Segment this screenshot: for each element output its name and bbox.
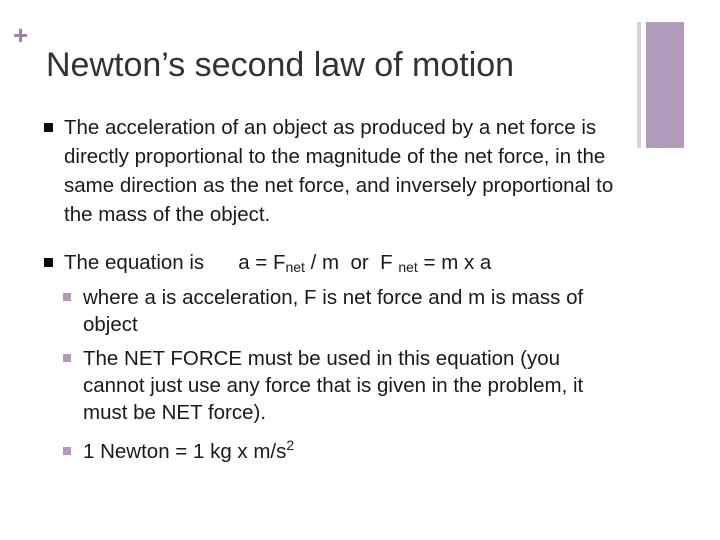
sub-bullet-net-force	[63, 345, 603, 426]
square-bullet-icon	[44, 123, 53, 132]
bullet-equation-line	[64, 248, 664, 282]
equation: $a = F_{net} / m$ or F $_{net}$ = m x a	[238, 251, 492, 275]
equation-intro: The equation is	[64, 251, 205, 274]
accent-bar-thick	[646, 22, 684, 148]
bullet-definition	[44, 113, 624, 229]
square-bullet-icon	[44, 258, 53, 267]
sub-bullet-text: The NET FORCE must be used in this equation (you cannot just use any force that is given in the problem, it must be NET force).	[83, 347, 584, 424]
plus-icon: +	[13, 20, 29, 50]
sub-bullet-definitions	[63, 284, 603, 338]
bullet-definition-text: The acceleration of an object as produced by a net force is directly proportional to the magnitude of the net force, in the same direction as the net force, and inversely proportional to the mass of the object.	[64, 116, 614, 226]
square-bullet-icon	[63, 293, 71, 301]
sub-bullet-newton-unit	[63, 438, 603, 465]
square-bullet-icon	[63, 354, 71, 362]
accent-bar-thin	[637, 22, 641, 148]
bullet-equation	[44, 248, 664, 282]
sub-bullet-text: 1 Newton = 1 kg x $m/s^2$	[83, 437, 295, 463]
square-bullet-icon	[63, 447, 71, 455]
sub-bullet-text: where a is acceleration, F is net force and m is mass of object	[83, 286, 584, 336]
slide-title: Newton’s second law of motion	[46, 46, 515, 84]
